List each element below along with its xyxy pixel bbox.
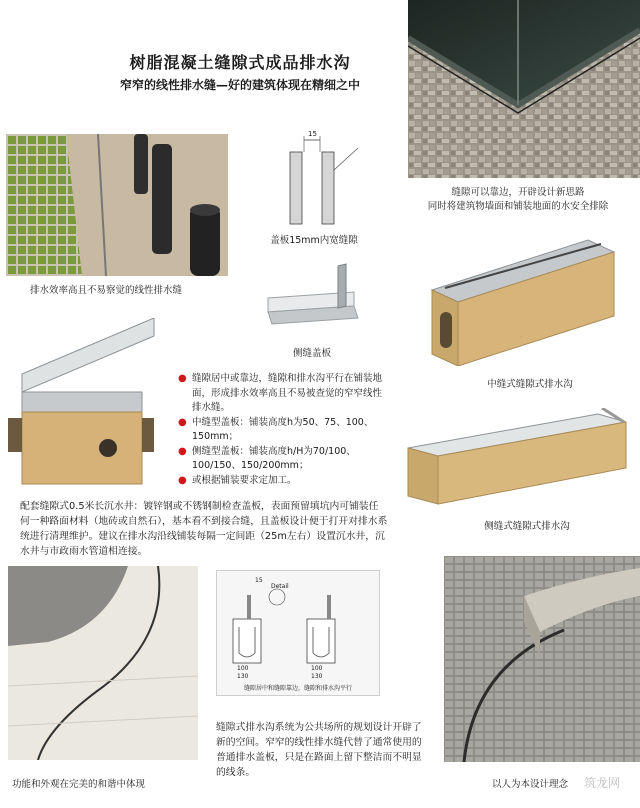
wall-drain-caption bbox=[398, 186, 638, 214]
building-corner-photo bbox=[408, 0, 640, 178]
center-channel-image bbox=[418, 226, 618, 366]
feature-list bbox=[178, 372, 383, 488]
sump-description: 配套缝隙式0.5米长沉水井：镀锌钢或不锈钢制检查盖板，表面预留填坑内可铺装任何一种路面材料（地砖或自然石），基本看不到接合缝，且盖板设计便于打开对排水系统进行清理维护。建议在排水沟沿线铺装每隔一定间距（25m左右）设置沉水井，沉水井与市政雨水管道相连接。 bbox=[20, 501, 388, 557]
lawn-bollard-photo bbox=[6, 134, 228, 276]
page-title: 树脂混凝土缝隙式成品排水沟 bbox=[129, 53, 351, 72]
side-channel-caption: 侧缝式缝隙式排水沟 bbox=[484, 521, 570, 532]
drawing-detail-label: Detail bbox=[271, 583, 289, 590]
sump-unit-image bbox=[8, 318, 168, 486]
watermark: 筑龙网 bbox=[584, 776, 621, 790]
center-channel-caption: 中缝式缝隙式排水沟 bbox=[487, 379, 573, 390]
slot-width-caption: 盖板15mm内宽缝隙 bbox=[270, 235, 358, 246]
drawing-dim-top: 15 bbox=[255, 577, 263, 584]
technical-drawing bbox=[216, 570, 380, 696]
slot-dim-label: 15 bbox=[308, 130, 317, 138]
wall-drain-caption-line1: 缝隙可以靠边，开辟设计新思路 bbox=[451, 187, 585, 198]
side-cover-image bbox=[258, 262, 368, 340]
human-design-caption: 以人为本设计理念 bbox=[492, 779, 569, 790]
system-description: 缝隙式排水沟系统为公共场所的规划设计开辟了新的空间。窄窄的线性排水缝代替了通常使用的普通排水盖板，只是在路面上留下整洁而不明显的线条。 bbox=[216, 722, 422, 778]
feature-item: ● 侧缝型盖板：铺装高度h/H为70/100、100/150、150/200mm； bbox=[178, 445, 383, 474]
drawing-note: 缝隙居中和缝隙靠边，缝隙和排水沟平行 bbox=[243, 685, 352, 692]
side-cover-caption: 侧缝盖板 bbox=[292, 348, 331, 359]
slot-width-diagram bbox=[262, 130, 372, 230]
feature-item: ● 中缝型盖板：铺装高度h为50、75、100、150mm； bbox=[178, 416, 383, 445]
plaza-photo bbox=[8, 566, 198, 760]
drawing-outer-width-2: 130 bbox=[311, 673, 323, 680]
stone-bench-photo bbox=[444, 556, 640, 762]
lawn-drain-caption: 排水效率高且不易察觉的线性排水缝 bbox=[30, 285, 183, 296]
drawing-outer-width: 130 bbox=[237, 673, 249, 680]
plaza-caption: 功能和外观在完美的和谐中体现 bbox=[12, 779, 146, 790]
feature-item: ● 缝隙居中或靠边，缝隙和排水沟平行在铺装地面，形成排水效率高且不易被查觉的窄窄线性排水缝。 bbox=[178, 372, 383, 416]
drawing-inner-width: 100 bbox=[237, 665, 249, 672]
wall-drain-caption-line2: 同时将建筑物墙面和铺装地面的水安全排除 bbox=[427, 201, 609, 212]
side-channel-image bbox=[402, 408, 630, 512]
page-subtitle: 窄窄的线性排水缝—好的建筑体现在精细之中 bbox=[119, 78, 360, 92]
drawing-inner-width-2: 100 bbox=[311, 665, 323, 672]
feature-item: ● 或根据铺装要求定加工。 bbox=[178, 474, 383, 489]
